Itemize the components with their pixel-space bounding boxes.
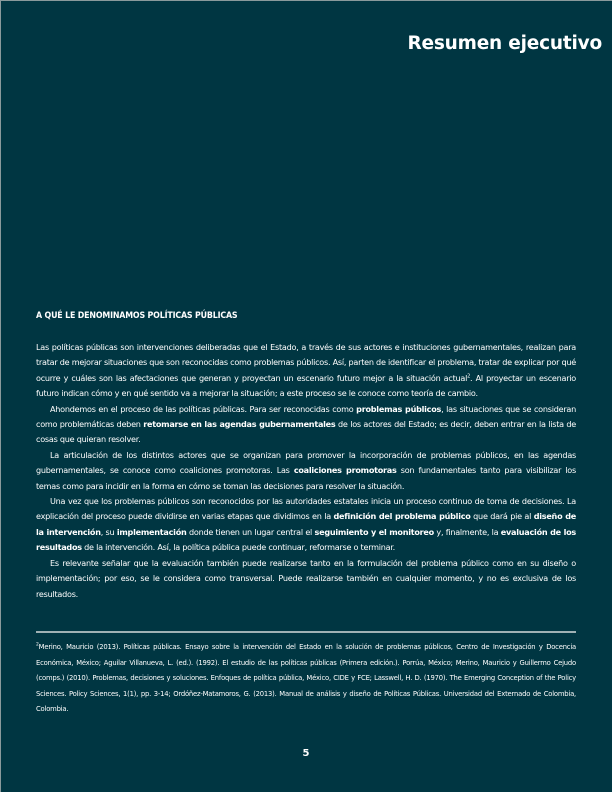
emphasized-term: seguimiento y el monitoreo — [314, 526, 434, 537]
footnote-marker: 2 — [36, 642, 39, 648]
paragraph-text: . Al proyectar un escenario futuro indican cómo y en qué sentido va a mejorar la situación; a este proceso se le conoce como teoría de cambio. — [36, 372, 576, 399]
section-heading: A QUÉ LE DENOMINAMOS POLÍTICAS PÚBLICAS — [36, 310, 238, 321]
paragraph-text: de los actores del Estado; es decir, deben entrar en la lista de cosas que quieran resolver. — [36, 419, 576, 445]
emphasized-term: problemas públicos — [356, 403, 442, 414]
paragraph — [36, 494, 576, 556]
paragraph-text: Es relevante señalar que la evaluación también puede realizarse tanto en la formulación del problema público como en su diseño o implementación; por eso, se le considera como transversal. Puede realizarse también en cualquier momento, y no es exclusiva de los resultados. — [36, 557, 576, 599]
paragraph — [36, 448, 576, 494]
emphasized-term: evaluación de los resultados — [36, 526, 576, 553]
emphasized-term: diseño de la intervención — [36, 511, 576, 537]
footnote-text: Merino, Mauricio (2013). Políticas públicas. Ensayo sobre la intervención del Estado en la solución de problemas públicos, Centro de Investigación y Docencia Económica, México; Aguilar Villanueva, L. (ed.). (1992). El estudio de las políticas públicas (Primera edición.). Porrúa, México; Merino, Mauricio y Guillermo Cejudo (comps.) (2010). Problemas, decisiones y soluciones. Enfoques de política pública, México, CIDE y FCE; Lasswell, H. D. (1970). The Emerging Conception of the Policy Sciences. Policy Sciences, 1(1), pp. 3-14; Ordóñez-Matamoros, G. (2013). Manual de análisis y diseño de Políticas Públicas. Universidad del Externado de Colombia, Colombia. — [36, 643, 576, 714]
paragraph-text: , las situaciones que se consideran como problemáticas deben — [36, 403, 576, 430]
paragraph — [36, 340, 576, 402]
emphasized-term: retomarse en las agendas gubernamentales — [143, 419, 336, 430]
emphasized-term: definición del problema público — [333, 511, 471, 522]
paragraph-text: , su — [100, 526, 117, 537]
paragraph — [36, 402, 576, 448]
footnote-divider — [36, 631, 576, 633]
emphasized-term: coaliciones promotoras — [293, 465, 397, 476]
paragraph-text: y, finalmente, la — [433, 526, 501, 537]
paragraph-text: La articulación de los distintos actores que se organizan para promover la incorporación de problemas públicos, en las agendas gubernamentales, se conoce como coaliciones promotoras. Las — [36, 449, 576, 476]
paragraph-text: son fundamentales tanto para visibilizar los temas como para incidir en la forma en cómo se toman las decisiones para resolver la situación. — [36, 465, 576, 491]
body-text — [36, 340, 576, 602]
page-header-title: Resumen ejecutivo — [407, 33, 602, 54]
paragraph-text: Las políticas públicas son intervenciones deliberadas que el Estado, a través de sus actores e instituciones gubernamentales, realizan para tratar de mejorar situaciones que son reconocidas como problemas públicos. Así, parten de identificar el problema, tratar de explicar por qué ocurre y cuáles son las afectaciones que generan y proyectan un escenario futuro mejor a la situación actual — [36, 342, 576, 383]
footnote — [36, 640, 576, 718]
paragraph — [36, 556, 576, 602]
paragraph-text: de la intervención. Así, la política pública puede continuar, reformarse o terminar. — [81, 542, 396, 553]
emphasized-term: implementación — [116, 526, 187, 537]
paragraph-text: donde tienen un lugar central el — [186, 526, 315, 537]
footnote-reference: 2 — [467, 373, 471, 380]
paragraph-text: Una vez que los problemas públicos son reconocidos por las autoridades estatales inicia un proceso continuo de toma de decisiones. La explicación del proceso puede dividirse en varias etapas que dividimos en la — [36, 496, 576, 522]
page-number: 5 — [302, 748, 310, 759]
paragraph-text: que dará pie al — [470, 511, 534, 522]
paragraph-text: Ahondemos en el proceso de las políticas públicas. Para ser reconocidas como — [50, 403, 357, 414]
